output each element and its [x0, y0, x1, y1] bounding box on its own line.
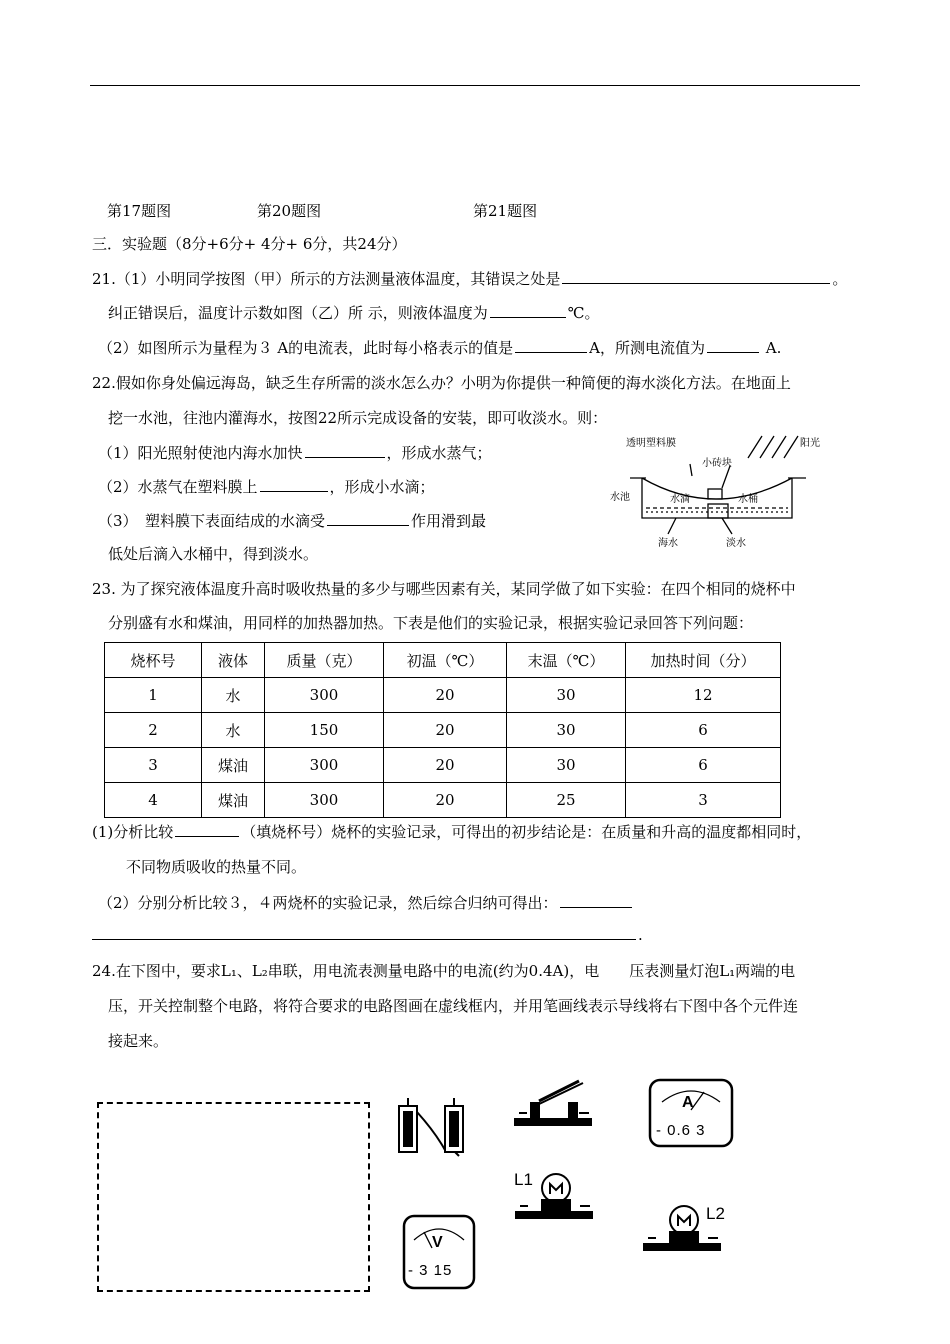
table-cell: 煤油: [202, 748, 265, 783]
lamp-l2[interactable]: [640, 1198, 736, 1260]
table-cell: 150: [265, 713, 384, 748]
table-cell: 3: [105, 748, 202, 783]
q21-blank4[interactable]: [707, 351, 759, 353]
ammeter-scale: - 0.6 3: [656, 1122, 706, 1139]
label-drop: 水滴: [670, 494, 690, 505]
q23-line1: 23. 为了探究液体温度升高时吸收热量的多少与哪些因素有关，某同学做了如下实验：在四个相同的烧杯中: [92, 580, 796, 598]
table-row: [105, 748, 781, 783]
lamp-l2-label: L2: [706, 1204, 725, 1223]
q22-p3: （3） 塑料膜下表面结成的水滴受 作用滑到最: [98, 512, 487, 530]
table-cell: 300: [265, 678, 384, 713]
label-bucket: 水桶: [738, 494, 758, 505]
q21-line3: （2）如图所示为量程为３ A的电流表，此时每小格表示的值是 A，所测电流值为 A.: [98, 339, 782, 357]
q21-line2: 纠正错误后，温度计示数如图（乙）所 示，则液体温度为 ℃。: [108, 304, 600, 322]
table-cell: 12: [626, 678, 781, 713]
table-cell: 水: [202, 678, 265, 713]
table-cell: 20: [384, 748, 507, 783]
table-row: [105, 678, 781, 713]
table-cell: 4: [105, 783, 202, 818]
q23-blank3[interactable]: [92, 938, 636, 940]
section-title: 三．实验题（8分+6分+ 4分+ 6分，共24分）: [92, 235, 407, 253]
switch-icon[interactable]: [513, 1075, 593, 1130]
table-cell: 300: [265, 783, 384, 818]
q22-blank3[interactable]: [327, 524, 409, 526]
label-pool: 水池: [610, 492, 630, 503]
q22-blank1[interactable]: [305, 456, 385, 458]
caption-fig21: 第21题图: [473, 202, 538, 220]
q24-line2: 压，开关控制整个电路，将符合要求的电路图画在虚线框内，并用笔画线表示导线将右下图中各个元件连: [108, 997, 799, 1015]
q24-line1: 24.在下图中，要求L₁、L₂串联，用电流表测量电路中的电流(约为0.4A)，电 压表测量灯泡L₁两端的电: [92, 962, 796, 980]
q21-line1: 21.（1）小明同学按图（甲）所示的方法测量液体温度，其错误之处是 。: [92, 270, 848, 288]
table-cell: 30: [507, 678, 626, 713]
q21-blank3[interactable]: [515, 351, 587, 353]
table-header: 质量（克）: [265, 643, 384, 678]
q24-line3: 接起来。: [108, 1032, 169, 1050]
voltmeter-scale: - 3 15: [408, 1262, 453, 1279]
label-brick: 小砖块: [702, 458, 732, 469]
table-header: 烧杯号: [105, 643, 202, 678]
voltmeter-symbol: V: [432, 1234, 443, 1251]
header-rule: [90, 85, 860, 86]
voltmeter[interactable]: [402, 1214, 476, 1290]
q23-a2-line: .: [90, 926, 643, 944]
table-cell: 6: [626, 748, 781, 783]
q22-line1: 22.假如你身处偏远海岛，缺乏生存所需的淡水怎么办？小明为你提供一种简便的海水淡化方法。在地面上: [92, 374, 791, 392]
table-cell: 煤油: [202, 783, 265, 818]
label-fresh: 淡水: [726, 538, 746, 549]
lamp-l1[interactable]: [512, 1166, 596, 1226]
battery-icon[interactable]: [395, 1092, 475, 1162]
solar-still-diagram: [610, 432, 825, 552]
table-cell: 20: [384, 678, 507, 713]
table-header-row: [105, 643, 781, 678]
q23-blank1[interactable]: [175, 835, 239, 837]
ammeter[interactable]: [648, 1078, 734, 1148]
table-header: 初温（℃）: [384, 643, 507, 678]
table-cell: 1: [105, 678, 202, 713]
table-cell: 300: [265, 748, 384, 783]
q23-a1: (1)分析比较 （填烧杯号）烧杯的实验记录，可得出的初步结论是：在质量和升高的温度都相同时，: [92, 823, 812, 841]
table-cell: 20: [384, 713, 507, 748]
experiment-table: [104, 642, 781, 818]
caption-fig17: 第17题图: [107, 202, 172, 220]
table-cell: 水: [202, 713, 265, 748]
label-sea: 海水: [658, 538, 678, 549]
lamp-l1-label: L1: [514, 1170, 533, 1189]
q22-line2: 挖一水池，往池内灌海水，按图22所示完成设备的安装，即可收淡水。则：: [108, 409, 608, 427]
circuit-drawing-box[interactable]: [97, 1102, 370, 1292]
q23-a2: （2）分别分析比较３，４两烧杯的实验记录，然后综合归纳可得出：: [98, 892, 634, 913]
label-film: 透明塑料膜: [626, 438, 676, 449]
table-cell: 25: [507, 783, 626, 818]
q23-blank2[interactable]: [560, 906, 632, 908]
q22-p1: （1）阳光照射使池内海水加快 ，形成水蒸气；: [98, 444, 492, 462]
table-row: [105, 783, 781, 818]
table-cell: 20: [384, 783, 507, 818]
table-row: [105, 713, 781, 748]
q22-p2: （2）水蒸气在塑料膜上 ，形成小水滴；: [98, 478, 435, 496]
table-header: 末温（℃）: [507, 643, 626, 678]
table-header: 加热时间（分）: [626, 643, 781, 678]
q21-blank1[interactable]: [562, 282, 830, 284]
q23-a1c: 不同物质吸收的热量不同。: [126, 858, 307, 876]
label-sun: 阳光: [800, 438, 820, 449]
caption-fig20: 第20题图: [257, 202, 322, 220]
table-header: 液体: [202, 643, 265, 678]
ammeter-symbol: A: [682, 1094, 694, 1111]
q21-blank2[interactable]: [490, 316, 566, 318]
q22-blank2[interactable]: [260, 490, 328, 492]
table-cell: 30: [507, 748, 626, 783]
q22-p4: 低处后滴入水桶中，得到淡水。: [108, 545, 319, 563]
table-cell: 6: [626, 713, 781, 748]
table-cell: 30: [507, 713, 626, 748]
table-cell: 2: [105, 713, 202, 748]
table-cell: 3: [626, 783, 781, 818]
q23-line2: 分别盛有水和煤油，用同样的加热器加热。下表是他们的实验记录，根据实验记录回答下列问题：: [108, 614, 754, 632]
